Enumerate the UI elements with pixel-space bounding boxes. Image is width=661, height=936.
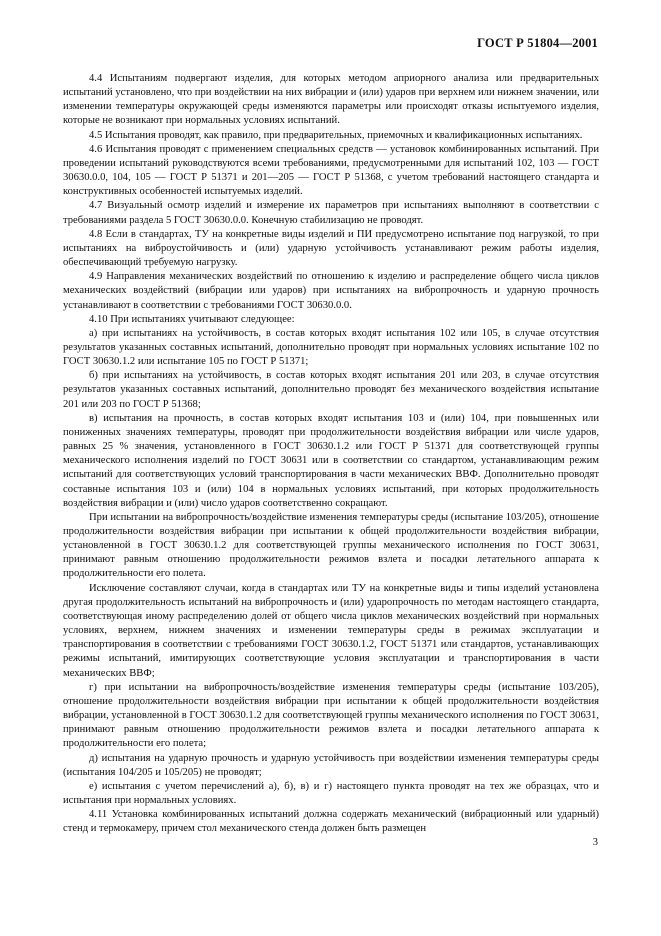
paragraph-4-4: 4.4 Испытаниям подвергают изделия, для которых методом априорного анализа или предварительных испытаний установлено, что при воздействии на них вибрации и (или) ударов при верхнем или нижнем значении, или изменении температуры окружающей среды изменяются параметры или происходят отказы испытуемого изделия, которые не возникают при нормальных условиях испытаний. bbox=[63, 73, 599, 127]
paragraph-4-8: 4.8 Если в стандартах, ТУ на конкретные виды изделий и ПИ предусмотрено испытание под нагрузкой, то при испытаниях на виброустойчивость и (или) ударную устойчивость устанавливают режим работы изделия, обеспечивающий требуемую нагрузку. bbox=[63, 228, 599, 269]
list-item-v: в) испытания на прочность, в состав которых входят испытания 103 и (или) 104, при повышенных или пониженных значениях температуры, проводят при продолжительности воздействия вибрации или числе ударов, равных 25 % значения, установленного в ГОСТ 30630.1.2 или ГОСТ Р 51371 для соответствующей группы механического исполнения изделий по ГОСТ 30631 или в соответствии со стандартом, устанавливающим режим испытаний для соответствующих условий транспортирования в части механических ВВФ. Дополнительно проводят составные испытания 103 и (или) 104 в нормальных условиях испытаний, при которых продолжительность воздействия вибрации и (или) число ударов соответственно сокращают. bbox=[63, 412, 599, 509]
paragraph-4-9: 4.9 Направления механических воздействий по отношению к изделию и распределение общего числа циклов механических воздействий (вибрации или ударов) при испытаниях на вибропрочность и ударную прочность устанавливают в соответствии с требованиями ГОСТ 30630.0.0. bbox=[63, 271, 599, 311]
list-item-d: д) испытания на ударную прочность и ударную устойчивость при воздействии изменения температуры среды (испытания 104/205 и 105/205) не проводят; bbox=[63, 752, 599, 778]
paragraph-exception: Исключение составляют случаи, когда в стандартах или ТУ на конкретные виды и типы изделий установлена другая продолжительность испытаний на вибропрочность и (или) ударопрочность по методам настоящего стандарта, соответствующая иному распределению долей от общего числа циклов механических воздействий при нормальных условиях, верхнем, нижнем значениях и изменении температуры среды в режимах эксплуатации и транспортирования в соответствии с требованиями ГОСТ 30630.1.2, ГОСТ 51371 или стандартов, устанавливающих режимы испытаний, имитирующих соответствующие условия эксплуатации и транспортирования в части механических ВВФ; bbox=[63, 582, 599, 679]
list-item-g: г) при испытании на вибропрочность/воздействие изменения температуры среды (испытание 103/205), отношение продолжительности воздействия вибрации при испытании к общей продолжительности воздействия вибрации, установленной в ГОСТ 30630.1.2 для соответствующей группы механического исполнения по ГОСТ 30631, принимают равным отношению продолжительности режимов взлета и посадки летательного аппарата к продолжительности его полета; bbox=[63, 681, 599, 750]
paragraph-4-10: 4.10 При испытаниях учитывают следующее: bbox=[89, 313, 295, 325]
list-item-a: а) при испытаниях на устойчивость, в состав которых входят испытания 102 или 105, в случае отсутствия результатов указанных составных испытаний, дополнительно проводят при нормальных условиях испытание 102 по ГОСТ 30630.1.2 или испытание 105 по ГОСТ Р 51371; bbox=[63, 327, 599, 368]
paragraph-vibration-temperature: При испытании на вибропрочность/воздействие изменения температуры среды (испытание 103/205), отношение продолжительности воздействия вибрации при испытании к общей продолжительности воздействия вибрации, установленной в ГОСТ 30630.1.2 для соответствующей группы механического исполнения по ГОСТ 30631, принимают равным отношению продолжительности режимов взлета и посадки летательного аппарата к продолжительности его полета. bbox=[63, 511, 599, 580]
paragraph-4-7: 4.7 Визуальный осмотр изделий и измерение их параметров при испытаниях выполняют в соответствии с требованиями раздела 5 ГОСТ 30630.0.0. Конечную стабилизацию не проводят. bbox=[63, 200, 599, 226]
list-item-e: е) испытания с учетом перечислений а), б), в) и г) настоящего пункта проводят на тех же образцах, что и испытания при нормальных условиях. bbox=[63, 780, 599, 806]
standard-header: ГОСТ Р 51804—2001 bbox=[477, 36, 598, 50]
paragraph-4-5: 4.5 Испытания проводят, как правило, при предварительных, приемочных и квалификационных испытаниях. bbox=[89, 129, 583, 141]
paragraph-4-11: 4.11 Установка комбинированных испытаний должна содержать механический (вибрационный или ударный) стенд и термокамеру, причем стол механического стенда должен быть размещен bbox=[63, 809, 599, 835]
page-number: 3 bbox=[592, 837, 598, 848]
list-item-b: б) при испытаниях на устойчивость, в состав которых входят испытания 201 или 203, в случае отсутствия результатов указанных составных испытаний, дополнительно проводят без механического воздействия испытание 201 или 203 по ГОСТ Р 51368; bbox=[63, 370, 599, 410]
document-body bbox=[63, 72, 599, 836]
paragraph-4-6: 4.6 Испытания проводят с применением специальных средств — установок комбинированных испытаний. При проведении испытаний руководствуются всеми требованиями, предусмотренными для испытаний 102, 103 — ГОСТ 30630.0.0, 104, 105 — ГОСТ Р 51371 и 201—205 — ГОСТ Р 51368, с учетом требований настоящего стандарта и конструктивных особенностей испытуемых изделий. bbox=[63, 143, 599, 198]
